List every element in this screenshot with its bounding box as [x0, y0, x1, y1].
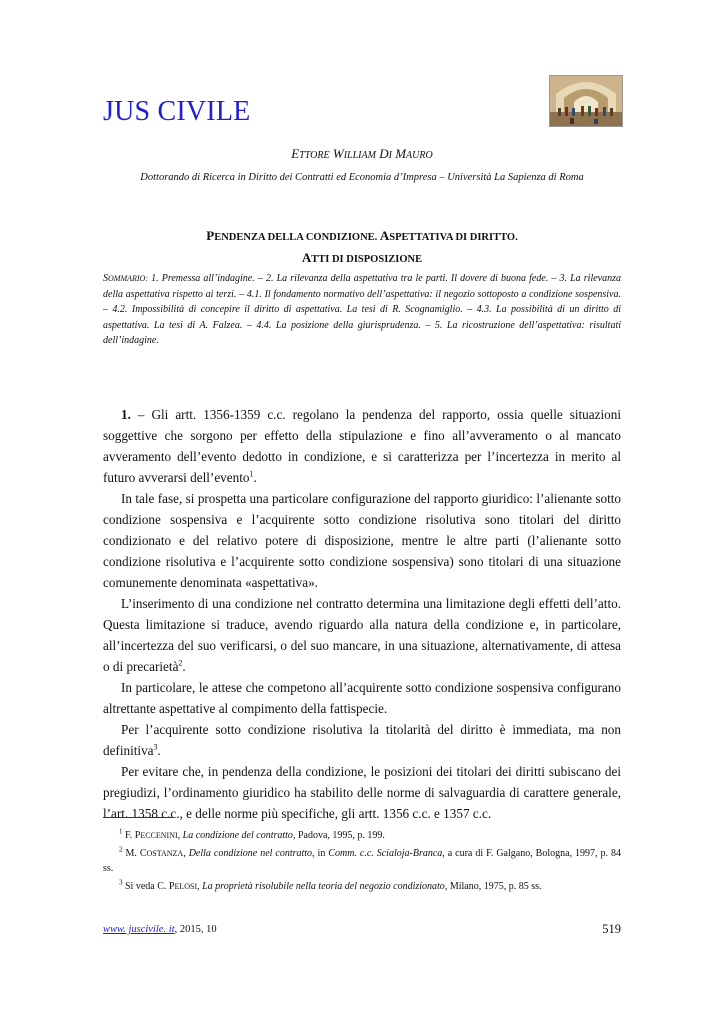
paragraph-text: Per l’acquirente sotto condizione risolutiva la titolarità del diritto è immediata, ma non definitiva	[103, 722, 621, 758]
summary-block	[103, 271, 621, 349]
page-number: 519	[602, 922, 621, 936]
summary-text: 1. Premessa all’indagine. – 2. La rilevanza della aspettativa tra le parti. Il dovere di buona fede. – 3. La rilevanza della aspettativa rispetto ai terzi. – 4.1. Il fondamento normativo dell’aspettativa: il negozio sottoposto a condizione sospensiva. – 4.2. Impossibilità di concepire il diritto di aspettativa. La tesi di R. Scognamiglio. – 4.3. La possibilità di un diritto di aspettativa. La tesi di A. Falzea. – 4.4. La posizione della giurisprudenza. – 5. La ricostruzione dell’aspettativa: risultati dell’indagine.	[103, 273, 621, 346]
footnote-number: 3	[119, 878, 123, 887]
author-name	[0, 146, 724, 162]
body-paragraph	[103, 677, 621, 719]
body-paragraph	[103, 719, 621, 761]
footnote-author: ECCENINI	[140, 831, 178, 840]
footnote-title: La condizione del contratto	[182, 830, 293, 841]
footnote-text: F.	[122, 830, 135, 841]
footnote-title: Della condizione nel contratto	[188, 848, 313, 859]
author-text: AURO	[406, 150, 433, 161]
body-paragraph	[103, 488, 621, 593]
footnote-text: ,	[197, 881, 203, 892]
article-title-line	[0, 226, 724, 248]
footnote-text: Si veda C.	[122, 881, 169, 892]
footnote-ref[interactable]: 1	[249, 469, 254, 479]
paragraph-text: .	[182, 659, 186, 674]
author-text: ILLIAM	[343, 150, 376, 161]
footnote	[103, 846, 621, 876]
footnote	[103, 828, 621, 843]
footnote-author: C	[139, 848, 147, 859]
paragraph-text: Per evitare che, in pendenza della condizione, le posizioni dei titolari dei diritti subiscano dei pregiudizi, l’ordinamento giuridico ha stabilito delle norme di salvaguardia di carattere generale, l’art. 1358 c.c., e delle norme più specifiche, gli artt. 1356 c.c. e 1357 c.c.	[103, 764, 621, 821]
footnote-author: OSTANZA	[146, 849, 184, 858]
footnote-text: ,	[177, 830, 183, 841]
footnote-text: M.	[122, 848, 140, 859]
fresco-logo-icon	[550, 76, 622, 126]
footnote-text: ,	[183, 848, 189, 859]
article-title	[0, 226, 724, 270]
paragraph-text: – Gli artt. 1356-1359 c.c. regolano la pendenza del rapporto, ossia quelle situazioni soggettive che sorgono per effetto della stipulazione e fino all’avveramento o al mancato avveramento dell’evento dedotto in condizione, e si caratterizza per l’incertezza in merito al futuro avverarsi dell’evento	[103, 407, 621, 485]
title-text: SPETTATIVA DI DIRITTO.	[389, 232, 518, 243]
author-text: I	[388, 150, 392, 161]
footnote-number: 1	[119, 827, 123, 836]
summary-label: OMMARIO:	[108, 274, 148, 283]
footer-issue: , 2015, 10	[174, 924, 217, 935]
paragraph-text: L’inserimento di una condizione nel contratto determina una limitazione degli effetti dell’atto. Questa limitazione si traduce, avendo riguardo alla natura della condizione e, in particolare, all’incertezza del suo verificarsi, o del suo mancare, in una situazione, alternativamente, di attesa o di precarietà	[103, 596, 621, 674]
journal-website-link[interactable]: www. juscivile. it	[103, 924, 175, 935]
page-footer	[103, 924, 217, 935]
title-text: ENDENZA DELLA CONDIZIONE.	[214, 232, 378, 243]
title-text: TTI DI DISPOSIZIONE	[311, 254, 423, 265]
paragraph-text: In tale fase, si prospetta una particolare configurazione del rapporto giuridico: l’alienante sotto condizione sospensiva e l’acquirente sotto condizione risolutiva sono titolari del diritto condizionato e del relativo potere di disposizione, mentre le altre parti (l’alienante sotto condizione risolutiva e l’acquirente sotto condizione sospensiva) sono titolari di una situazione comunemente denominata «aspettativa».	[103, 491, 621, 590]
footnote-text: , in	[312, 848, 329, 859]
footnotes	[103, 828, 621, 897]
footnote-ref[interactable]: 3	[153, 742, 158, 752]
footnote-author: P	[134, 830, 141, 841]
section-number: 1.	[121, 407, 131, 422]
title-text: A	[379, 228, 390, 243]
footnote-author: P	[168, 881, 175, 892]
paragraph-text: In particolare, le attese che competono all’acquirente sotto condizione sospensiva configurano altrettante aspettative al compimento della fattispecie.	[103, 680, 621, 716]
author-text: TTORE	[299, 150, 330, 161]
author-text: D	[379, 146, 389, 161]
article-title-line	[0, 248, 724, 270]
summary-label: S	[103, 273, 108, 284]
journal-logo-image	[549, 75, 623, 127]
footnote-number: 2	[119, 845, 123, 854]
footnote-separator	[103, 817, 172, 818]
footnote-ref[interactable]: 2	[178, 658, 183, 668]
footnote-title: Comm. c.c. Scialoja-Branca	[328, 848, 443, 859]
journal-title: JUS CIVILE	[103, 96, 251, 127]
article-body	[103, 404, 621, 824]
footnote-author: ELOSI	[174, 882, 198, 891]
footnote-title: La proprietà risolubile nella teoria del negozio condizionato	[202, 881, 445, 892]
paragraph-text: .	[253, 470, 257, 485]
footnote-text: , a cura di F. Galgano, Bologna, 1997, p. 84 ss.	[103, 848, 621, 874]
author-affiliation: Dottorando di Ricerca in Diritto dei Contratti ed Economia d’Impresa – Università La Sapienza di Roma	[140, 172, 584, 183]
footnote-text: , Padova, 1995, p. 199.	[292, 830, 385, 841]
footnote-text: , Milano, 1975, p. 85 ss.	[444, 881, 542, 892]
author-text: E	[291, 146, 300, 161]
footnote	[103, 879, 621, 894]
body-paragraph	[103, 404, 621, 488]
paragraph-text: .	[157, 743, 161, 758]
author-text: W	[332, 146, 344, 161]
author-text: M	[395, 146, 407, 161]
body-paragraph	[103, 761, 621, 824]
body-paragraph	[103, 593, 621, 677]
title-text: A	[301, 250, 312, 265]
title-text: P	[206, 228, 215, 243]
